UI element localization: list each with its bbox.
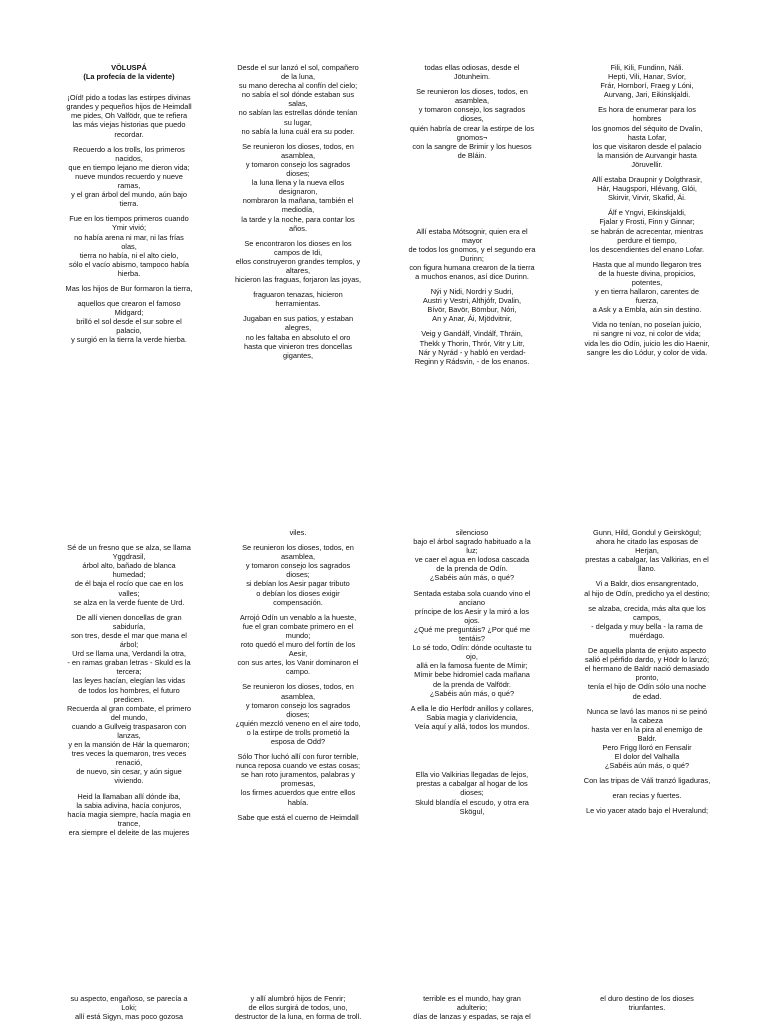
stanza: Hasta que al mundo llegaron tres de la hueste divina, propicios, potentes, y en tierra hallaron, carentes de fuerza, a Ask y a Embla, aún sin destino. [592, 259, 702, 315]
stanza: Sabe que está el cuerno de Heimdall [237, 812, 359, 822]
stanza: viles. [289, 528, 307, 537]
column-1-3 [387, 63, 557, 372]
stanza: su aspecto, engañoso, se parecía a Loki; allí está Sigyn, mas poco gozosa [70, 994, 188, 1022]
stanza: y allí alumbró hijos de Fenrir; de ellos surgirá de todos, uno, destructor de la luna, en forma de troll. [234, 994, 362, 1022]
stanza: Se reunieron los dioses, todos, en asamblea, y tomaron consejo los sagrados dioses; la luna llena y la nueva ellos designaron, nombraron la mañana, también el mediodía, la tarde y la noche, para contar los años. [241, 141, 355, 233]
column-3-4 [562, 994, 732, 1018]
stanza: Se reunieron los dioses, todos, en asamblea, y tomaron consejo los sagrados dioses; ¿quién mezcló veneno en el aire todo, o la estirpe de trolls prometió la esposa de Odd? [235, 682, 361, 746]
stanza: Mas los hijos de Bur formaron la tierra, [65, 283, 193, 293]
stanza: Recuerdo a los trolls, los primeros nacidos, que en tiempo lejano me dieron vida; nueve mundos recuerdo y nueve ramas, y el gran árbol del mundo, aún bajo tierra. [68, 144, 190, 209]
stanza: Le vio yacer atado bajo el Hveralund; [585, 806, 709, 816]
stanza: el duro destino de los dioses triunfantes. [600, 994, 694, 1013]
stanza: Allí estaba Mótsognir, quien era el mayor de todos los gnomos, y el segundo era Durinn; con figura humana crearon de la tierra a muchos enanos, así dice Durinn. [408, 226, 536, 281]
stanza: Desde el sur lanzó el sol, compañero de la luna, su mano derecha al confín del cielo; no sabía el sol dónde estaban sus salas, no sabían las estrellas dónde tenían su lugar, no sabía la luna cuál era su poder. [237, 63, 359, 136]
stanza: Fili, Kili, Fundinn, Náli. Hepti, Vili, Hanar, Svíor, Frár, Hornborí, Fraeg y Lóni, Aurvang, Jari, Eikinskjaldi. [600, 63, 694, 100]
stanza: terrible es el mundo, hay gran adulterio; días de lanzas y espadas, se raja el [413, 994, 531, 1022]
document-title: VÖLUSPÁ (La profecía de la vidente) [83, 63, 175, 82]
stanza: Ella vio Valkirias llegadas de lejos, prestas a cabalgar al hogar de los dioses; Skuld blandía el escudo, y otra era Skögul, [415, 770, 529, 816]
stanza: Allí estaba Draupnir y Dolgthrasir, Hár, Haugspori, Hlévang, Glói, Skirvir, Virvir, Skafid, Ái. [591, 175, 703, 203]
stanza: De aquella planta de enjuto aspecto salió el pérfido dardo, y Hödr lo lanzó; el hermano de Baldr nació demasiado pronto, tenía el hijo de Odín sólo una noche de edad. [584, 646, 710, 701]
column-2-2 [213, 528, 383, 828]
stanza: fraguaron tenazas, hicieron herramientas. [253, 290, 343, 309]
stanza: Sólo Thor luchó allí con furor terrible, nunca reposa cuando ve estas cosas; se han roto juramentos, palabras y promesas, los firmes acuerdos que entre ellos había. [235, 752, 361, 807]
stanza: Fue en los tiempos primeros cuando Ymir vivió; no había arena ni mar, ni las frías olas, tierra no había, ni el alto cielo, sólo el vacío abismo, tampoco había hierba. [69, 214, 189, 278]
stanza: todas ellas odiosas, desde el Jötunheim. [424, 63, 520, 82]
spacer [387, 166, 557, 221]
stanza: ¡Oíd! pido a todas las estirpes divinas grandes y pequeños hijos de Heimdall me pides, Oh Valfödr, que te refiera las más viejas historias que puedo recordar. [66, 93, 192, 139]
stanza: Nunca se lavó las manos ni se peinó la cabeza hasta ver en la pira al enemigo de Baldr. Pero Frigg lloró en Fensalir El dolor del Valhalla ¿Sabéis aún más, o qué? [586, 706, 708, 771]
stanza: Gunn, Hild, Gondul y Geirskögul; ahora he citado las esposas de Herjan, prestas a cabalgar, las Valkirias, en el llano. [585, 528, 709, 574]
stanza: Es hora de enumerar para los hombres los gnomos del séquito de Dvalin, hasta Lofar, los que visitaron desde el palacio la mansión de Aurvangir hasta Jöruvellir. [591, 105, 703, 169]
stanza: silencioso bajo el árbol sagrado habituado a la luz; ve caer el agua en lodosa cascada de la prenda de Odín. ¿Sabéis aún más, o qué? [413, 528, 531, 583]
column-1-1 [44, 63, 214, 351]
stanza: Se reunieron los dioses, todos, en asamblea, y tomaron consejo, los sagrados dioses, quién habría de crear la estirpe de los gnomos¬ con la sangre de Brimir y los huesos de Bláin. [409, 87, 535, 160]
stanza: Jugaban en sus patios, y estaban alegres, no les faltaba en absoluto el oro hasta que vinieron tres doncellas gigantes, [242, 314, 354, 360]
stanza: Arrojó Odín un venablo a la hueste, fue el gran combate primero en el mundo; roto quedó el muro del fortín de los Aesir, con sus artes, los Vanir dominaron el campo. [237, 612, 359, 677]
column-2-4 [562, 528, 732, 822]
spacer [387, 737, 557, 764]
column-2-1 [44, 528, 214, 843]
stanza: A ella le dio Herfödr anillos y collares, Sabia magia y clarividencia, Veía aquí y allá, todos los mundos. [410, 703, 534, 731]
stanza: Vida no tenían, no poseían juicio, ni sangre ni voz, ni color de vida; vida les dio Odín, juicio les dio Haenir, sangre les dio Lódur, y color de vida. [584, 320, 710, 357]
stanza: Se reunieron los dioses, todos, en asamblea, y tomaron consejo los sagrados dioses; si debían los Aesir pagar tributo o debían los dioses exigir compensación. [242, 543, 354, 607]
stanza: aquellos que crearon el famoso Midgard; brilló el sol desde el sur sobre el palacio, y surgió en la tierra la verde hierba. [71, 299, 187, 345]
column-1-4 [562, 63, 732, 363]
spacer [44, 528, 214, 537]
stanza: eran recias y fuertes. [612, 791, 682, 801]
column-2-3 [387, 528, 557, 822]
stanza: se alzaba, crecida, más alta que los campos, - delgada y muy bella - la rama de muérdago. [588, 603, 706, 640]
stanza: Sentada estaba sola cuando vino el anciano príncipe de los Aesir y la miró a los ojos. ¿Qué me preguntáis? ¿Por qué me tentáis? Lo sé todo, Odín: dónde ocultaste tu ojo, allá en la famosa fuente de Mímir; Mímir bebe hidromiel cada mañana de la prenda de Valfödr. ¿Sabéis aún más, o qué? [412, 588, 532, 698]
column-3-1 [44, 994, 214, 1027]
stanza: Con las tripas de Váli tranzó ligaduras, [583, 776, 711, 786]
stanza: Sé de un fresno que se alza, se llama Yggdrasil, árbol alto, bañado de blanca humedad; de él baja el rocío que cae en los valles; se alza en la verde fuente de Urd. [67, 543, 191, 607]
stanza: Heid la llamaban allí dónde iba, la sabia adivina, hacía conjuros, hacía magia siempre, hacía magia en trance, era siempre el deleite de las mujeres [67, 791, 191, 837]
stanza: De allí vienen doncellas de gran sabiduría, son tres, desde el mar que mana el árbol; Urd se llama una, Verdandi la otra, - en ramas graban letras - Skuld es la tercera; las leyes hacían, elegían las vidas de todos los hombres, el futuro predicen. Recuerda al gran combate, el primero del mundo, cuando a Gullveig traspasaron con lanzas, y en la mansión de Hár la quemaron; tres veces la quemaron, tres veces renació, de nuevo, sin cesar, y aún sigue viviendo. [66, 612, 192, 786]
column-1-2 [213, 63, 383, 366]
stanza: Álf e Yngvi, Eikinskjaldi, Fjalar y Frosti, Finn y Ginnar; se habrán de acrecentar, mientras perdure el tiempo, los descendientes del enano Lofar. [589, 208, 705, 254]
stanza: Vi a Baldr, dios ensangrentado, al hijo de Odín, predicho ya el destino; [584, 579, 710, 598]
column-3-3 [387, 994, 557, 1027]
stanza: Veig y Gandálf, Vindálf, Thráin, Thekk y Thorin, Thrór, Vitr y Litr, Nár y Nyrád - y habló en verdad- Reginn y Rádsvin, - de los enanos. [414, 329, 530, 366]
stanza: Se encontraron los dioses en los campos de Idi, ellos construyeron grandes templos, y altares, hicieron las fraguas, forjaron las joyas, [234, 238, 362, 285]
stanza: Nýi y Nidi, Nordri y Sudri, Austri y Vestri, Althjófr, Dvalin, Bívör, Bavör, Bömbur, Nóri, An y Anar, Ái, Mjödvitnir, [422, 287, 522, 324]
column-3-2 [213, 994, 383, 1027]
